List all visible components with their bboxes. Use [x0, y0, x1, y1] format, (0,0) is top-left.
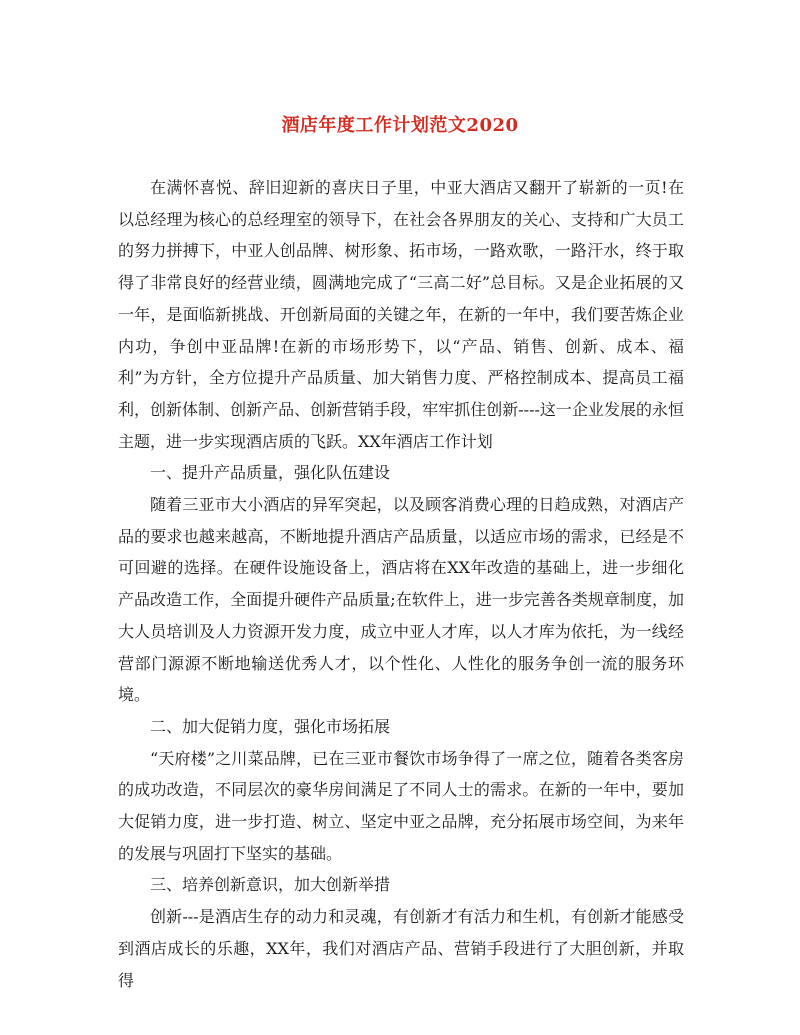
paragraph-section-2: “天府楼”之川菜品牌，已在三亚市餐饮市场争得了一席之位，随着各类客房的成功改造，不同层次的豪华房间满足了不同人士的需求。在新的一年中，要加大促销力度，进一步打造、树立、坚定中亚之品牌，充分拓展市场空间，为来年的发展与巩固打下坚实的基础。 — [118, 748, 684, 863]
section-heading-3: 三、培养创新意识，加大创新举措 — [150, 875, 391, 895]
section-heading-1: 一、提升产品质量，强化队伍建设 — [150, 463, 391, 483]
document-title: 酒店年度工作计划范文2020 — [281, 115, 519, 136]
paragraph-section-3: 创新---是酒店生存的动力和灵魂，有创新才有活力和生机，有创新才能感受到酒店成长的乐趣，XX年，我们对酒店产品、营销手段进行了大胆创新，并取得 — [118, 907, 684, 990]
document-body — [118, 172, 684, 996]
paragraph-intro: 在满怀喜悦、辞旧迎新的喜庆日子里，中亚大酒店又翻开了崭新的一页!在以总经理为核心的总经理室的领导下，在社会各界朋友的关心、支持和广大员工的努力拼搏下，中亚人创品牌、树形象、拓市场，一路欢歌，一路汗水，终于取得了非常良好的经营业绩，圆满地完成了“三高二好”总目标。又是企业拓展的又一年，是面临新挑战、开创新局面的关键之年，在新的一年中，我们要苦炼企业内功，争创中亚品牌!在新的市场形势下，以“产品、销售、创新、成本、福利”为方针，全方位提升产品质量、加大销售力度、严格控制成本、提高员工福利，创新体制、创新产品、创新营销手段，牢牢抓住创新----这一企业发展的永恒主题，进一步实现酒店质的飞跃。XX年酒店工作计划 — [118, 178, 684, 451]
paragraph-section-1: 随着三亚市大小酒店的异军突起，以及顾客消费心理的日趋成熟，对酒店产品的要求也越来越高，不断地提升酒店产品质量，以适应市场的需求，已经是不可回避的选择。在硬件设施设备上，酒店将在XX年改造的基础上，进一步细化产品改造工作，全面提升硬件产品质量;在软件上，进一步完善各类规章制度，加大人员培训及人力资源开发力度，成立中亚人才库，以人才库为依托，为一线经营部门源源不断地输送优秀人才，以个性化、人性化的服务争创一流的服务环境。 — [118, 495, 684, 705]
section-heading-2: 二、加大促销力度，强化市场拓展 — [150, 716, 391, 736]
